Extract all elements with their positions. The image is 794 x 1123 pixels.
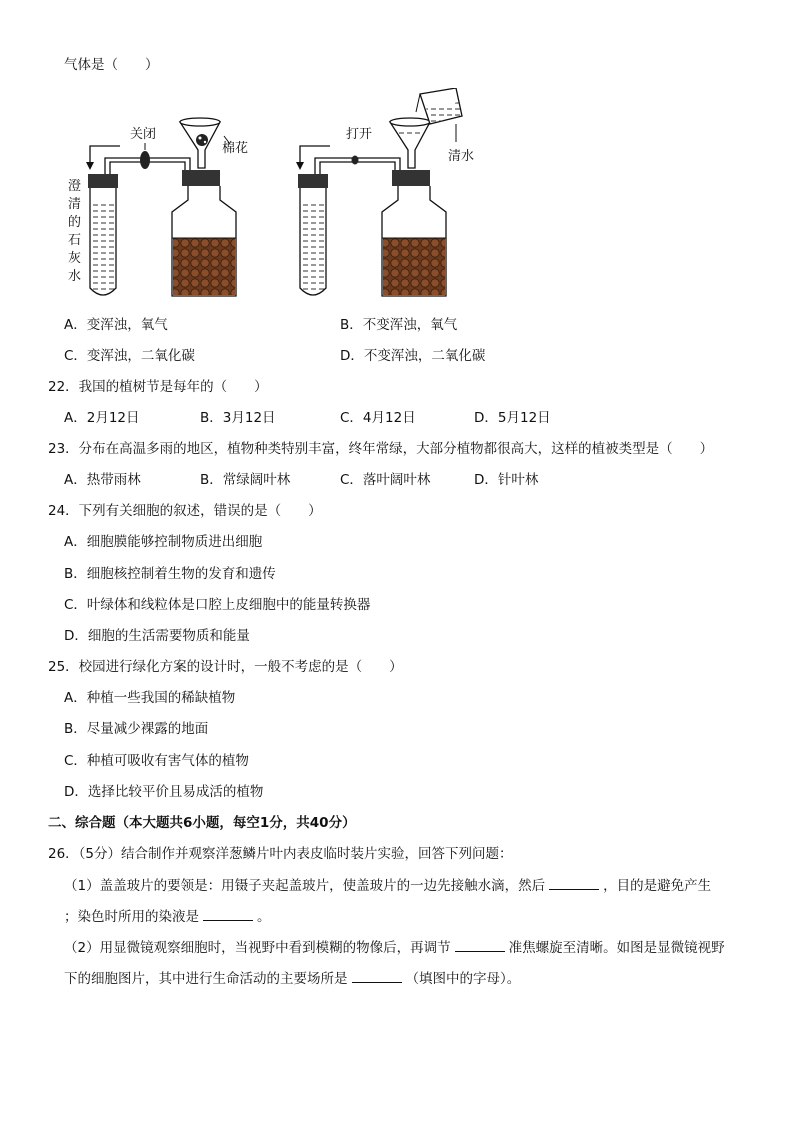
q26-part1-text-d: 。 [257,909,271,925]
q26-part2-line2 [64,970,520,988]
q22-stem: 22．我国的植树节是每年的（ ） [48,379,268,395]
q26-blank-4[interactable] [352,970,402,983]
q23-option-a[interactable]: A．热带雨林 [64,472,141,488]
q23-option-c[interactable]: C．落叶阔叶林 [340,472,431,488]
tube-char-1: 清 [68,197,82,212]
q22-option-a[interactable]: A．2月12日 [64,410,140,426]
q26-part2-text-d: （填图中的字母）。 [405,971,521,987]
q26-part1-text-a: （1）盖盖玻片的要领是：用镊子夹起盖玻片，使盖玻片的一边先接触水滴，然后 [64,878,546,894]
q26-part2-text-b: 准焦螺旋至清晰。如图是显微镜视野 [508,940,725,956]
right-valve-label: 打开 [346,127,373,142]
q23-option-d[interactable]: D．针叶林 [474,472,539,488]
q22-option-b[interactable]: B．3月12日 [200,410,276,426]
tube-char-4: 灰 [68,251,82,266]
right-valve-icon [352,156,359,165]
tube-char-5: 水 [68,269,82,284]
left-valve-label: 关闭 [130,127,157,142]
cotton-icon [196,134,208,146]
q26-part1-line1 [64,877,711,895]
right-limewater [301,200,325,292]
q25-option-b[interactable]: B．尽量减少裸露的地面 [64,721,209,737]
q21-option-d[interactable]: D．不变浑浊，二氧化碳 [340,348,486,364]
q24-option-d[interactable]: D．细胞的生活需要物质和能量 [64,628,250,644]
left-limewater [91,200,115,292]
q26-part1-line2 [64,908,271,926]
q26-blank-3[interactable] [455,939,505,952]
left-seeds [173,238,235,295]
q21-apparatus-figure [60,88,520,304]
q21-stem-tail: 气体是（ ） [64,57,159,73]
q23-option-b[interactable]: B．常绿阔叶林 [200,472,291,488]
q26-part2-text-c: 下的细胞图片，其中进行生命活动的主要场所是 [64,971,348,987]
left-test-tube-stopper [88,174,118,188]
q25-option-d[interactable]: D．选择比较平价且易成活的植物 [64,784,264,800]
q21-option-a[interactable]: A．变浑浊，氧气 [64,317,168,333]
q24-option-c[interactable]: C．叶绿体和线粒体是口腔上皮细胞中的能量转换器 [64,597,371,613]
q25-stem: 25．校园进行绿化方案的设计时，一般不考虑的是（ ） [48,659,403,675]
tube-char-2: 的 [68,215,82,230]
q21-option-c[interactable]: C．变浑浊，二氧化碳 [64,348,195,364]
q25-option-a[interactable]: A．种植一些我国的稀缺植物 [64,690,236,706]
q24-option-a[interactable]: A．细胞膜能够控制物质进出细胞 [64,534,263,550]
left-apparatus [68,118,248,296]
right-seeds [383,238,445,295]
q25-option-c[interactable]: C．种植可吸收有害气体的植物 [64,753,249,769]
tube-char-3: 石 [68,233,82,248]
q22-option-d[interactable]: D．5月12日 [474,410,551,426]
q26-blank-2[interactable] [203,908,253,921]
q26-part1-text-b: ，目的是避免产生 [603,878,712,894]
q26-part1-text-c: ；染色时所用的染液是 [64,909,199,925]
q24-stem: 24．下列有关细胞的叙述，错误的是（ ） [48,503,322,519]
q26-blank-1[interactable] [549,877,599,890]
section-2-heading: 二、综合题（本大题共6小题，每空1分，共40分） [48,815,356,831]
right-apparatus [296,88,474,296]
tube-char-0: 澄 [68,179,82,194]
q26-part2-text-a: （2）用显微镜观察细胞时，当视野中看到模糊的物像后，再调节 [64,940,451,956]
q21-option-b[interactable]: B．不变浑浊，氧气 [340,317,458,333]
q26-stem: 26．（5分）结合制作并观察洋葱鳞片叶内表皮临时装片实验，回答下列问题： [48,846,513,862]
water-label: 清水 [448,149,475,164]
q23-stem: 23．分布在高温多雨的地区，植物种类特别丰富，终年常绿，大部分植物都很高大，这样的植被类型是（ ） [48,441,714,457]
cotton-label: 棉花 [222,141,249,156]
left-valve-icon [140,151,150,169]
q24-option-b[interactable]: B．细胞核控制着生物的发育和遗传 [64,566,276,582]
q26-part2-line1 [64,939,725,957]
q22-option-c[interactable]: C．4月12日 [340,410,416,426]
